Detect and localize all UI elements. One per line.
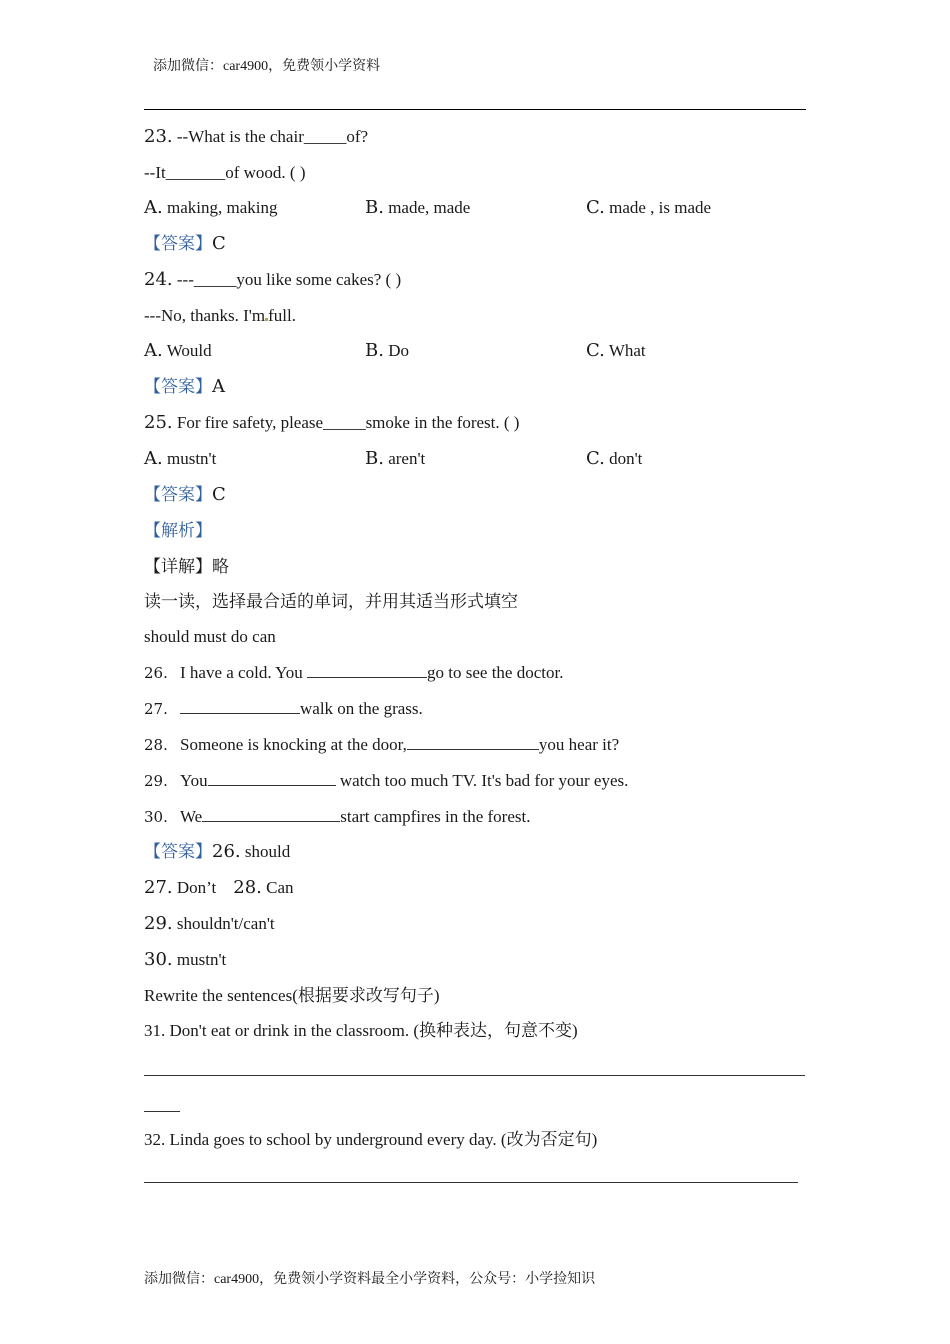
- q25-option-a: A. mustn't: [144, 448, 217, 469]
- fill-answer-29: 29. shouldn't/can't: [144, 913, 275, 934]
- fill-27: 27. walk on the grass.: [144, 699, 423, 718]
- fill-27-blank: [180, 697, 300, 714]
- section3-title: Rewrite the sentences(根据要求改写句子): [144, 986, 440, 1005]
- q23-option-a: A. making, making: [144, 197, 278, 218]
- q32-answer-line: [144, 1182, 798, 1183]
- q25-option-c: C. don't: [586, 448, 643, 469]
- q31-answer-line-end: [144, 1111, 180, 1112]
- q23-option-b: B. made, made: [365, 197, 471, 218]
- q24-option-c: C. What: [586, 340, 646, 361]
- fill-30-blank: [202, 805, 340, 822]
- section2-instruction: 读一读，选择最合适的单词，并用其适当形式填空: [144, 592, 518, 611]
- footer-watermark: 添加微信：car4900，免费领小学资料最全小学资料，公众号：小学捡知识: [144, 1272, 596, 1287]
- q24-line1: 24. ---_____you like some cakes? ( ): [144, 269, 402, 290]
- fill-30: 30. We start campfires in the forest.: [144, 807, 531, 826]
- q24-option-a: A. Would: [144, 340, 212, 361]
- fill-answer-26: 【答案】26. should: [144, 841, 291, 862]
- section2-word-bank: should must do can: [144, 627, 276, 646]
- q25-detail: 【详解】略: [144, 557, 229, 576]
- fill-29: 29. You watch too much TV. It's bad for your eyes.: [144, 771, 629, 790]
- q32-prompt: 32. Linda goes to school by underground every day. (改为否定句): [144, 1130, 598, 1149]
- fill-28: 28. Someone is knocking at the door, you hear it?: [144, 735, 620, 754]
- q25-analysis-label: 【解析】: [144, 521, 212, 540]
- q24-number: 24.: [144, 269, 173, 290]
- header-rule: [144, 109, 806, 110]
- q24-line2: ---No, thanks. I'm full.: [144, 306, 296, 325]
- fill-26-blank: [307, 661, 427, 678]
- q25-number: 25.: [144, 412, 173, 433]
- q25-option-b: B. aren't: [365, 448, 426, 469]
- fill-answer-30: 30. mustn't: [144, 949, 227, 970]
- q31-answer-line: [144, 1075, 805, 1076]
- q24-option-b: B. Do: [365, 340, 409, 361]
- q25-answer: 【答案】C: [144, 484, 226, 505]
- q23-number: 23.: [144, 126, 173, 147]
- q23-option-c: C. made , is made: [586, 197, 712, 218]
- fill-28-blank: [407, 733, 539, 750]
- fill-29-blank: [208, 769, 336, 786]
- q23-line2: --It_______of wood. ( ): [144, 163, 306, 182]
- fill-answer-27-28: 27. Don’t 28. Can: [144, 877, 294, 898]
- header-watermark: 添加微信：car4900，免费领小学资料: [153, 59, 381, 74]
- q31-prompt: 31. Don't eat or drink in the classroom. (换种表达，句意不变): [144, 1021, 578, 1040]
- q23-answer: 【答案】C: [144, 233, 226, 254]
- q23-line1: 23. --What is the chair_____of?: [144, 126, 369, 147]
- fill-26: 26. I have a cold. You go to see the doctor.: [144, 663, 564, 682]
- q25-line1: 25. For fire safety, please_____smoke in the forest. ( ): [144, 412, 520, 433]
- q24-answer: 【答案】A: [144, 376, 225, 397]
